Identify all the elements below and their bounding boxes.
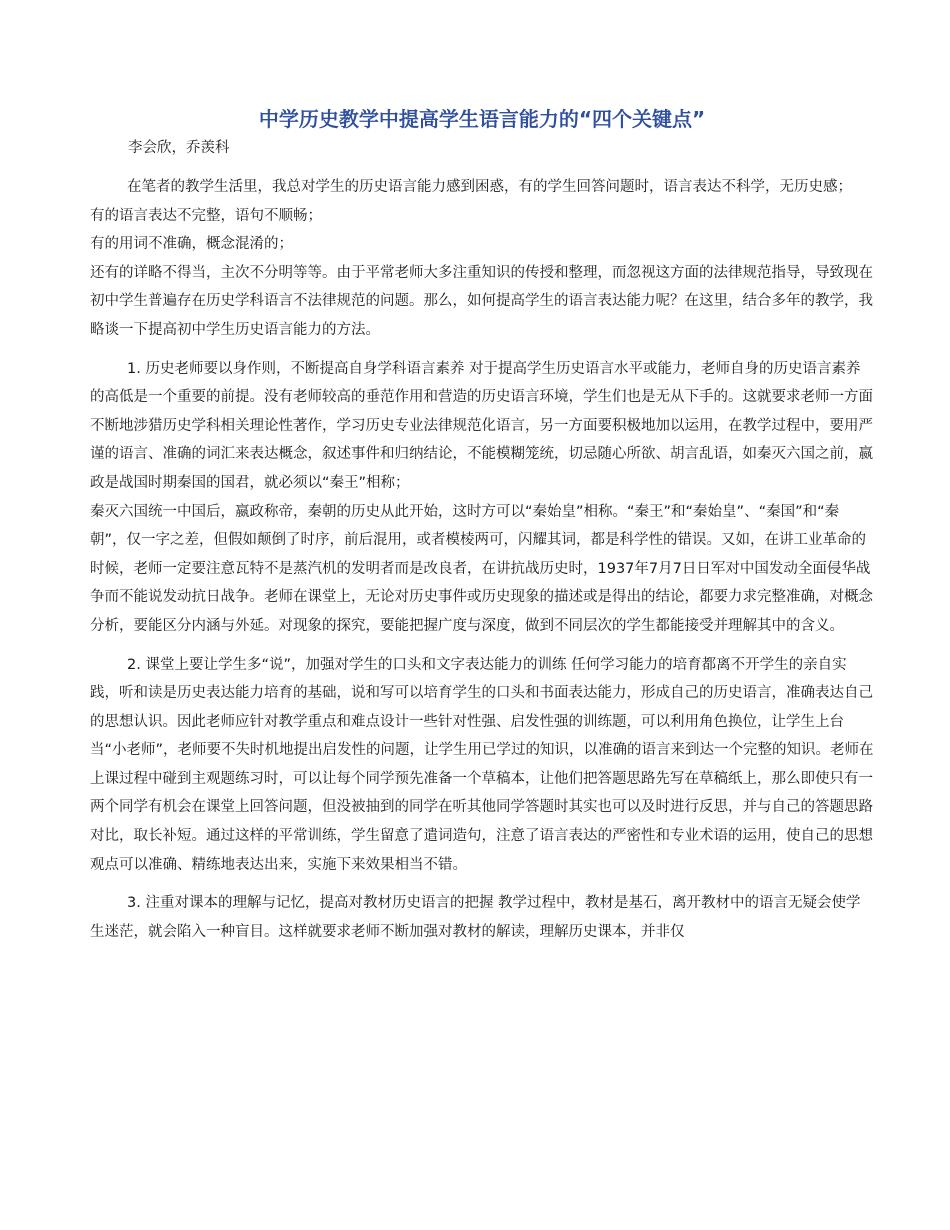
intro-paragraph: 有的用词不准确，概念混淆的； bbox=[90, 236, 293, 253]
section-1-paragraph: 1. 历史老师要以身作则，不断提高自身学科语言素养 对于提高学生历史语言水平或能力，老师自身的历史语言素养的高低是一个重要的前提。没有老师较高的垂范作用和营造的历史语言环境，学生们也是无从下手的。这就要求老师一方面不断地涉猎历史学科相关理论性著作，学习历史专业法律规范化语言，另一方面要积极地加以运用，在教学过程中，要用严谨的语言、准确的词汇来表达概念，叙述事件和归纳结论，不能模糊笼统，切忌随心所欲、胡言乱语，如秦灭六国之前，嬴政是战国时期秦国的国君，就必须以“秦王”相称； bbox=[90, 360, 873, 491]
document-title: 中学历史教学中提高学生语言能力的“四个关键点” bbox=[258, 107, 706, 131]
document-authors: 李会欣，乔羡科 bbox=[128, 140, 230, 156]
section-3 bbox=[90, 889, 874, 946]
section-2-paragraph: 2. 课堂上要让学生多“说”，加强对学生的口头和文字表达能力的训练 任何学习能力的培育都离不开学生的亲自实践，听和读是历史表达能力培育的基础，说和写可以培育学生的口头和书面表达能力，形成自己的历史语言，准确表达自己的思想认识。因此老师应针对教学重点和难点设计一些针对性强、启发性强的训练题，可以利用角色换位，让学生上台当“小老师”，老师要不失时机地提出启发性的问题，让学生用已学过的知识，以准确的语言来到达一个完整的知识。老师在上课过程中碰到主观题练习时，可以让每个同学预先准备一个草稿本，让他们把答题思路先写在草稿纸上，那么即使只有一两个同学有机会在课堂上回答问题，但没被抽到的同学在听其他同学答题时其实也可以及时进行反思，并与自己的答题思路对比，取长补短。通过这样的平常训练，学生留意了遣词造句，注意了语言表达的严密性和专业术语的运用，使自己的思想观点可以准确、精练地表达出来，实施下来效果相当不错。 bbox=[90, 656, 874, 873]
section-1 bbox=[90, 355, 874, 641]
intro-paragraph: 有的语言表达不完整，语句不顺畅； bbox=[90, 207, 322, 224]
intro-paragraph: 在笔者的教学生活里，我总对学生的历史语言能力感到困惑，有的学生回答问题时，语言表达不科学，无历史感； bbox=[127, 179, 852, 195]
intro-section bbox=[90, 173, 874, 345]
section-1-paragraph: 秦灭六国统一中国后，嬴政称帝，秦朝的历史从此开始，这时方可以“秦始皇”相称。“秦王”和“秦始皇”、“秦国”和“秦朝”，仅一字之差，但假如颠倒了时序，前后混用，或者模棱两可，闪耀其词，都是科学性的错误。又如，在讲工业革命的时候，老师一定要注意瓦特不是蒸汽机的发明者而是改良者，在讲抗战历史时，1937年7月7日日军对中国发动全面侵华战争而不能说发动抗日战争。老师在课堂上，无论对历史事件或历史现象的描述或是得出的结论，都要力求完整准确，对概念分析，要能区分内涵与外延。对现象的探究，要能把握广度与深度，做到不同层次的学生都能接受并理解其中的含义。 bbox=[90, 503, 873, 634]
section-2 bbox=[90, 651, 874, 880]
intro-paragraph: 还有的详略不得当，主次不分明等等。由于平常老师大多注重知识的传授和整理，而忽视这方面的法律规范指导，导致现在初中学生普遍存在历史学科语言不法律规范的问题。那么，如何提高学生的语言表达能力呢？在这里，结合多年的教学，我略谈一下提高初中学生历史语言能力的方法。 bbox=[90, 264, 873, 338]
section-3-paragraph: 3. 注重对课本的理解与记忆，提高对教材历史语言的把握 教学过程中，教材是基石，离开教材中的语言无疑会使学生迷茫，就会陷入一种盲目。这样就要求老师不断加强对教材的解读，理解历史课本，并非仅 bbox=[90, 895, 861, 940]
